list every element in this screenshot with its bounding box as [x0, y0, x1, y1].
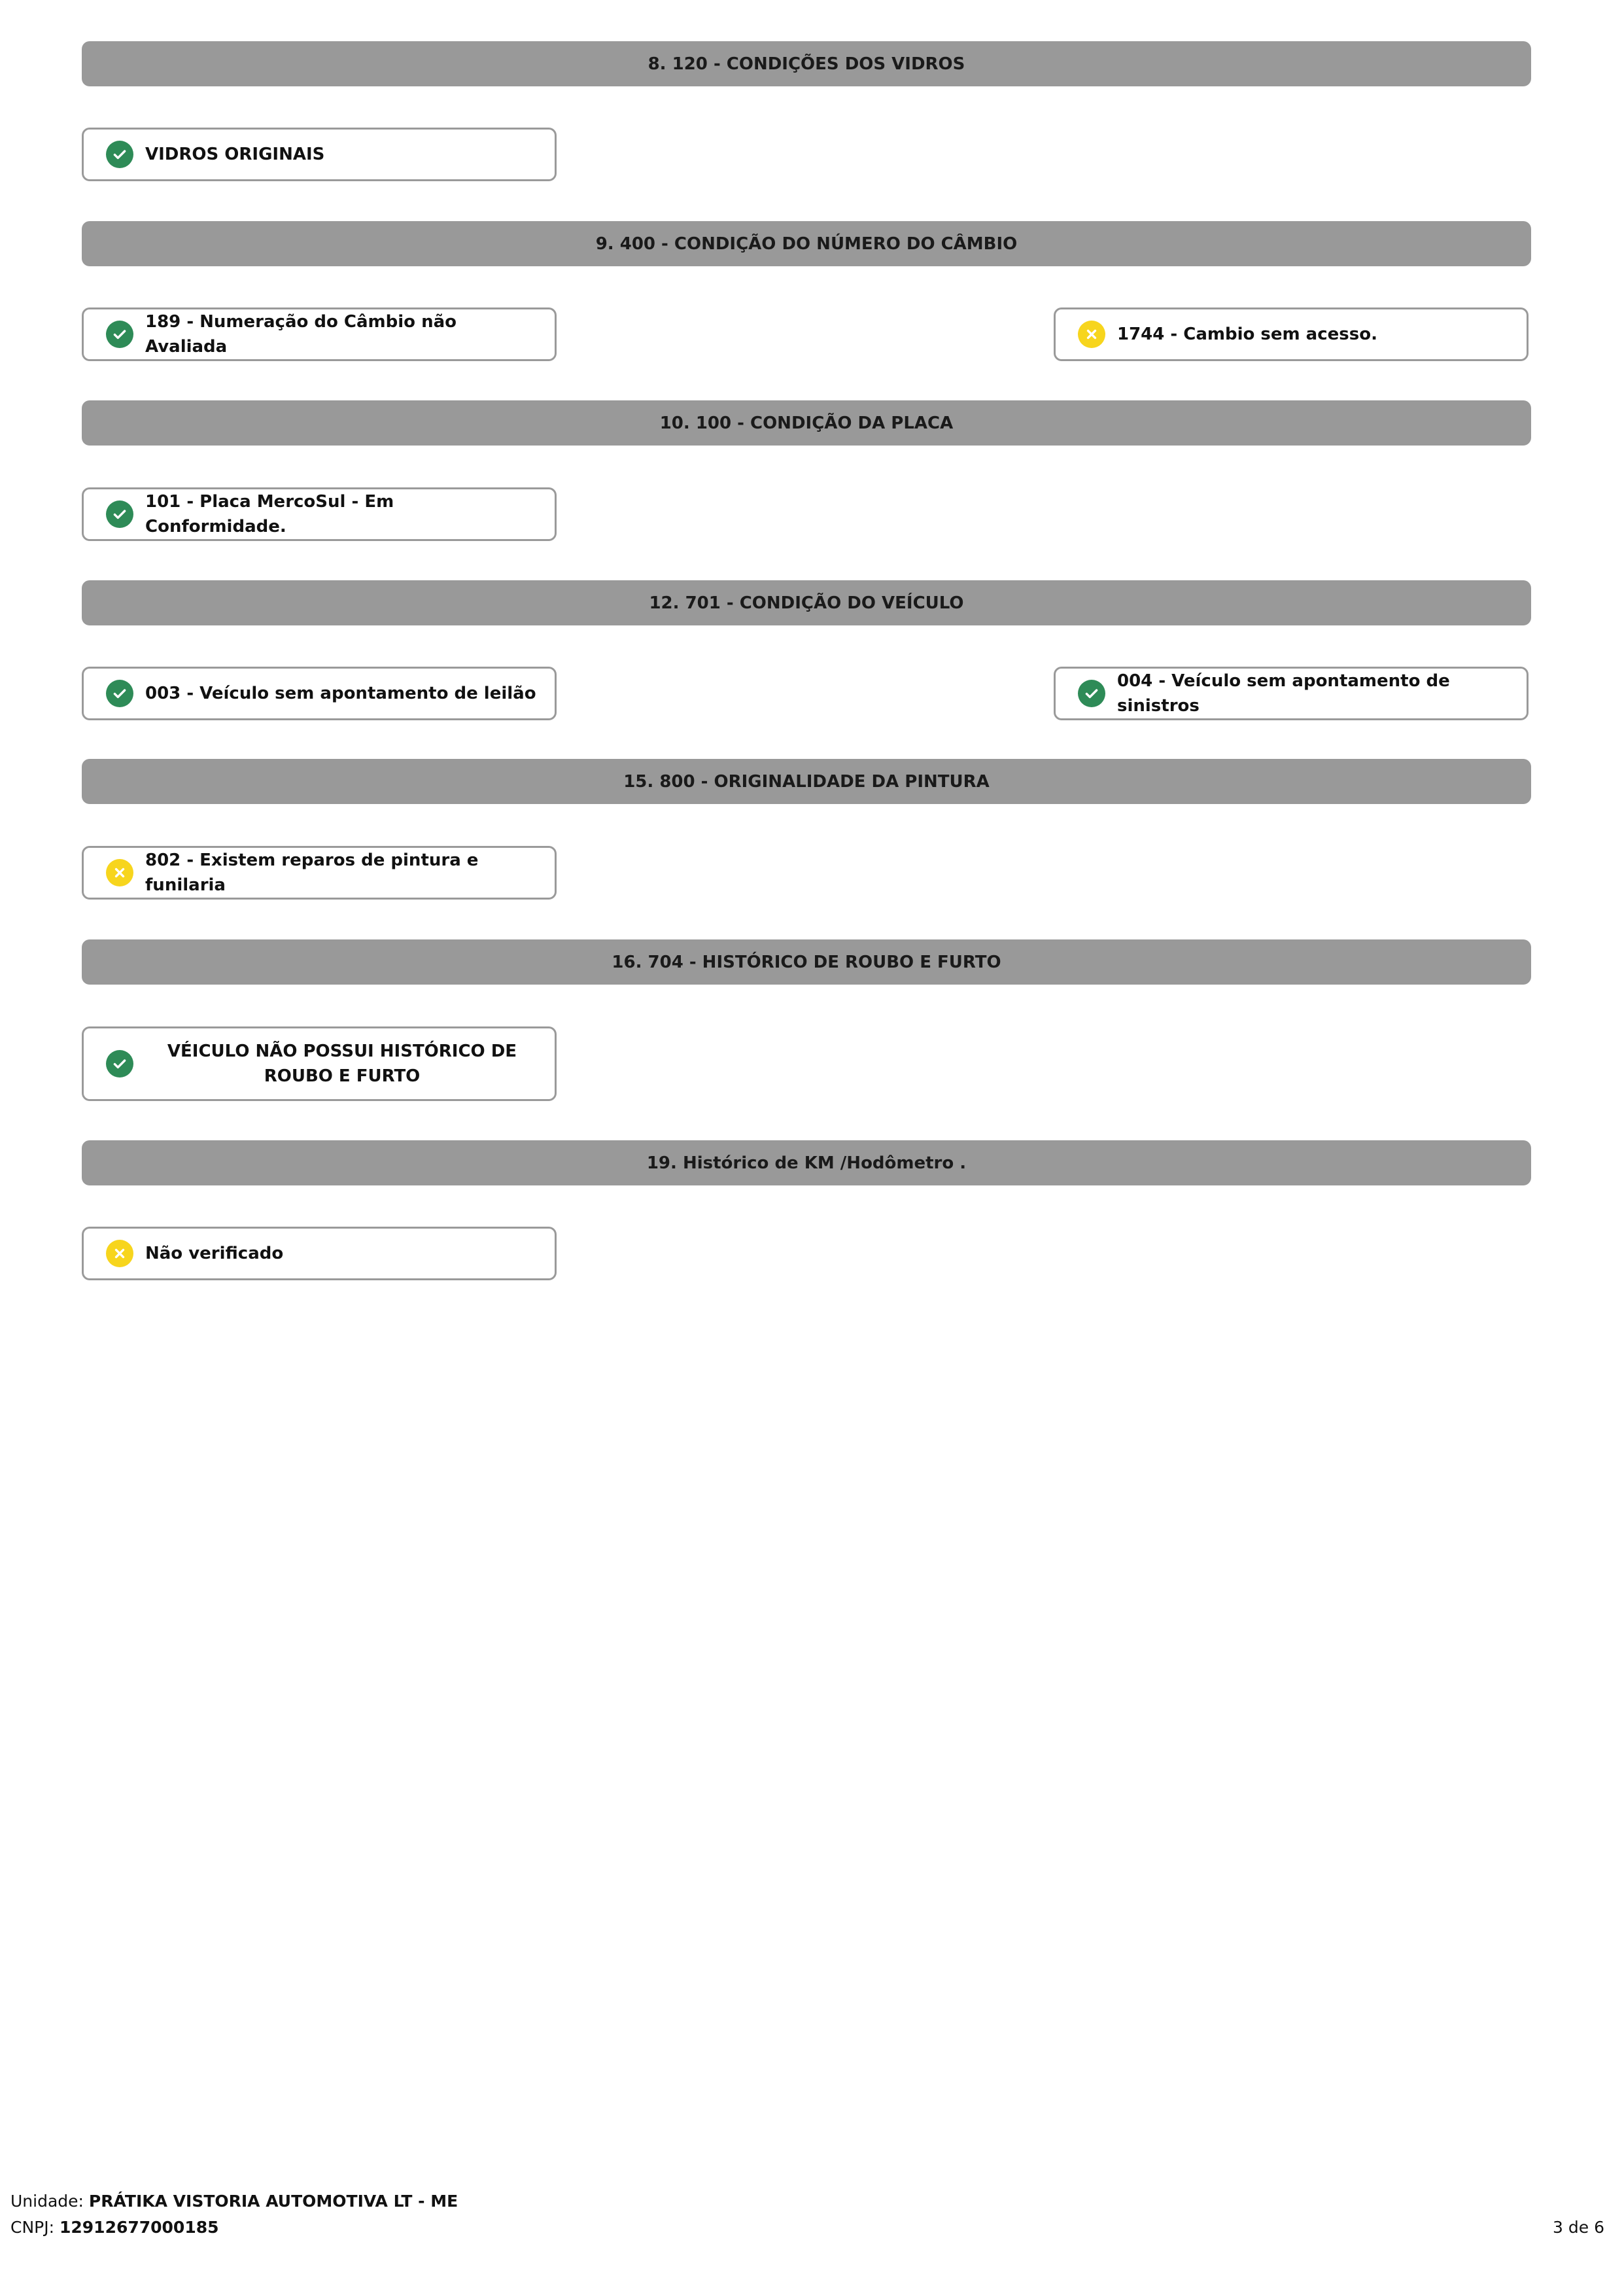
item-label: 101 - Placa MercoSul - Em Conformidade. [145, 492, 394, 536]
section-header [82, 41, 1531, 86]
section-title: 12. 701 - CONDIÇÃO DO VEÍCULO [649, 593, 964, 613]
check-circle-icon [106, 500, 133, 528]
section-title: 16. 704 - HISTÓRICO DE ROUBO E FURTO [612, 952, 1001, 972]
section-header [82, 939, 1531, 985]
footer-cnpj-value: 12912677000185 [59, 2218, 219, 2237]
item-label: 003 - Veículo sem apontamento de leilão [145, 684, 536, 703]
footer-unit-value: PRÁTIKA VISTORIA AUTOMOTIVA LT - ME [88, 2192, 458, 2211]
x-circle-icon [106, 859, 133, 886]
inspection-item [82, 667, 557, 720]
section-title: 15. 800 - ORIGINALIDADE DA PINTURA [623, 771, 990, 792]
footer-unit-label: Unidade: [10, 2192, 84, 2211]
inspection-item [82, 307, 557, 361]
section-header [82, 400, 1531, 446]
x-circle-icon [106, 1240, 133, 1267]
item-label: VÉICULO NÃO POSSUI HISTÓRICO DE ROUBO E FURTO [167, 1042, 517, 1086]
inspection-item [82, 128, 557, 181]
item-label: 004 - Veículo sem apontamento de sinistros [1117, 671, 1450, 716]
check-circle-icon [1078, 680, 1105, 707]
item-label: VIDROS ORIGINAIS [145, 145, 325, 164]
inspection-item [1054, 667, 1529, 720]
section-title: 19. Histórico de KM /Hodômetro . [646, 1153, 967, 1173]
item-label: 1744 - Cambio sem acesso. [1117, 324, 1377, 344]
page-number: 3 de 6 [1553, 2218, 1604, 2237]
footer-cnpj [10, 2218, 219, 2237]
inspection-item [82, 487, 557, 541]
section-header [82, 221, 1531, 266]
section-title: 9. 400 - CONDIÇÃO DO NÚMERO DO CÂMBIO [595, 234, 1018, 254]
section-header [82, 759, 1531, 804]
section-title: 10. 100 - CONDIÇÃO DA PLACA [659, 413, 954, 433]
check-circle-icon [106, 141, 133, 168]
item-label: Não verificado [145, 1244, 284, 1263]
footer-cnpj-label: CNPJ: [10, 2218, 55, 2237]
inspection-item [82, 1227, 557, 1280]
item-label: 802 - Existem reparos de pintura e funilaria [145, 850, 479, 895]
section-header [82, 1140, 1531, 1185]
check-circle-icon [106, 321, 133, 348]
section-header [82, 580, 1531, 625]
check-circle-icon [106, 1050, 133, 1077]
item-label: 189 - Numeração do Câmbio não Avaliada [145, 312, 457, 357]
x-circle-icon [1078, 321, 1105, 348]
inspection-item [82, 1026, 557, 1101]
inspection-item [82, 846, 557, 900]
section-title: 8. 120 - CONDIÇÕES DOS VIDROS [648, 54, 965, 74]
inspection-item [1054, 307, 1529, 361]
check-circle-icon [106, 680, 133, 707]
footer-unit [10, 2192, 458, 2211]
